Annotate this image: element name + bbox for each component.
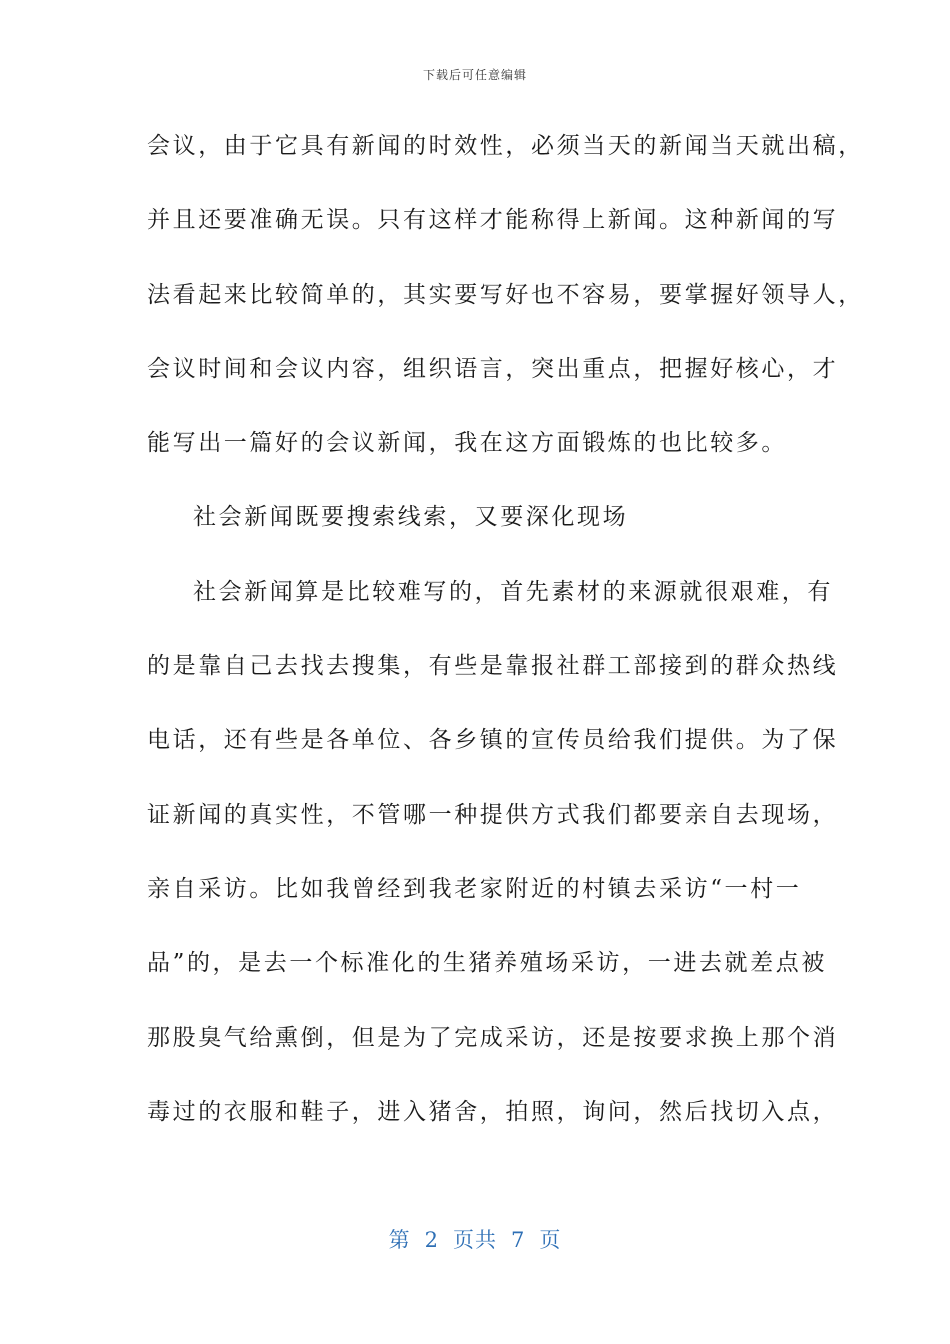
section-heading: 社会新闻既要搜索线索，又要深化现场 — [193, 504, 629, 531]
body-line: 并且还要准确无误。只有这样才能称得上新闻。这种新闻的写 — [147, 207, 839, 234]
body-line: 品”的，是去一个标准化的生猪养殖场采访，一进去就差点被 — [147, 950, 827, 977]
body-line: 社会新闻算是比较难写的，首先素材的来源就很艰难，有 — [193, 578, 833, 605]
body-line: 电话，还有些是各单位、各乡镇的宣传员给我们提供。为了保 — [147, 727, 839, 754]
body-line: 会议时间和会议内容，组织语言，突出重点，把握好核心，才 — [147, 355, 839, 382]
page-footer — [0, 1224, 950, 1254]
body-line: 毒过的衣服和鞋子，进入猪舍，拍照，询问，然后找切入点， — [147, 1098, 839, 1125]
page-mid: 页共 — [453, 1228, 497, 1252]
body-line: 那股臭气给熏倒，但是为了完成采访，还是按要求换上那个消 — [147, 1024, 839, 1051]
body-line: 法看起来比较简单的，其实要写好也不容易，要掌握好领导人， — [147, 281, 864, 308]
page-prefix: 第 — [388, 1228, 411, 1252]
document-body — [147, 126, 864, 1166]
body-line: 会议，由于它具有新闻的时效性，必须当天的新闻当天就出稿， — [147, 133, 864, 159]
body-line: 证新闻的真实性，不管哪一种提供方式我们都要亲自去现场， — [147, 801, 839, 828]
body-line: 的是靠自己去找去搜集，有些是靠报社群工部接到的群众热线 — [147, 653, 839, 680]
current-page-number: 2 — [424, 1228, 439, 1252]
total-pages-number: 7 — [511, 1228, 526, 1252]
body-line: 亲自采访。比如我曾经到我老家附近的村镇去采访“一村一 — [147, 875, 802, 902]
header-note: 下载后可任意编辑 — [422, 68, 527, 82]
page-suffix: 页 — [539, 1228, 562, 1252]
body-line: 能写出一篇好的会议新闻，我在这方面锻炼的也比较多。 — [147, 430, 787, 457]
